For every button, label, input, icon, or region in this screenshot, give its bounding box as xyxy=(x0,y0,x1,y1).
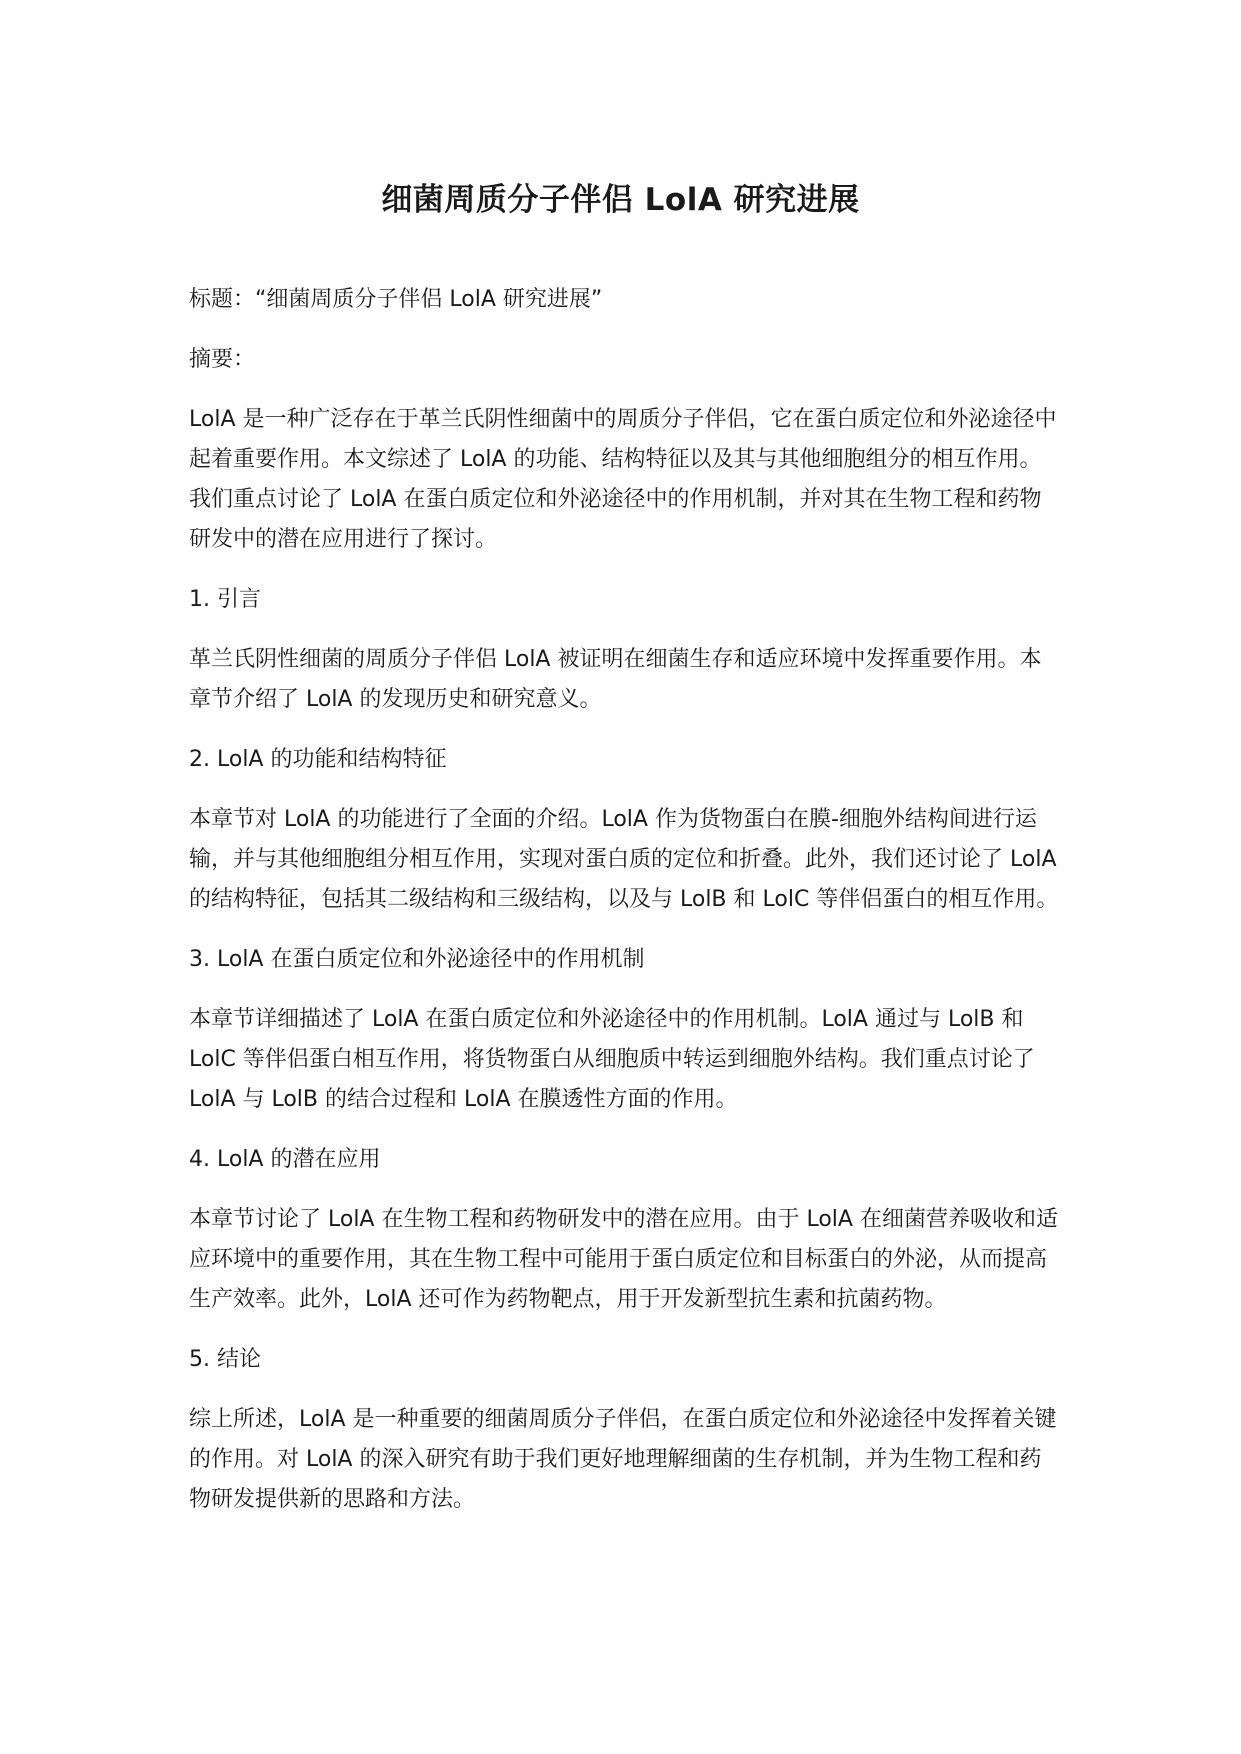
section-body-function-structure: 本章节对 LolA 的功能进行了全面的介绍。LolA 作为货物蛋白在膜-细胞外结构间进行运输，并与其他细胞组分相互作用，实现对蛋白质的定位和折叠。此外，我们还讨论了 LolA 的结构特征，包括其二级结构和三级结构，以及与 LolB 和 LolC 等伴侣蛋白的相互作用。 xyxy=(189,807,1059,912)
document-body xyxy=(189,280,1059,1540)
section-heading-introduction: 1. 引言 xyxy=(189,587,261,612)
document-title: 细菌周质分子伴侣 LolA 研究进展 xyxy=(381,182,860,218)
section-body-conclusion: 综上所述，LolA 是一种重要的细菌周质分子伴侣，在蛋白质定位和外泌途径中发挥着关键的作用。对 LolA 的深入研究有助于我们更好地理解细菌的生存机制，并为生物工程和药物研发提供新的思路和方法。 xyxy=(189,1407,1057,1512)
section-body-mechanism: 本章节详细描述了 LolA 在蛋白质定位和外泌途径中的作用机制。LolA 通过与 LolB 和 LolC 等伴侣蛋白相互作用，将货物蛋白从细胞质中转运到细胞外结构。我们重点讨论了 LolA 与 LolB 的结合过程和 LolA 在膜透性方面的作用。 xyxy=(189,1007,1035,1112)
title-label-line: 标题：“细菌周质分子伴侣 LolA 研究进展” xyxy=(189,287,603,312)
section-heading-function-structure: 2. LolA 的功能和结构特征 xyxy=(189,747,447,772)
abstract-label: 摘要： xyxy=(189,347,256,372)
section-body-applications: 本章节讨论了 LolA 在生物工程和药物研发中的潜在应用。由于 LolA 在细菌营养吸收和适应环境中的重要作用，其在生物工程中可能用于蛋白质定位和目标蛋白的外泌，从而提高生产效率。此外，LolA 还可作为药物靶点，用于开发新型抗生素和抗菌药物。 xyxy=(189,1207,1058,1312)
section-heading-mechanism: 3. LolA 在蛋白质定位和外泌途径中的作用机制 xyxy=(189,947,645,972)
section-heading-applications: 4. LolA 的潜在应用 xyxy=(189,1147,381,1172)
section-body-introduction: 革兰氏阴性细菌的周质分子伴侣 LolA 被证明在细菌生存和适应环境中发挥重要作用。本章节介绍了 LolA 的发现历史和研究意义。 xyxy=(189,647,1042,712)
section-heading-conclusion: 5. 结论 xyxy=(189,1347,261,1372)
abstract-text: LolA 是一种广泛存在于革兰氏阴性细菌中的周质分子伴侣，它在蛋白质定位和外泌途径中起着重要作用。本文综述了 LolA 的功能、结构特征以及其与其他细胞组分的相互作用。我们重点讨论了 LolA 在蛋白质定位和外泌途径中的作用机制，并对其在生物工程和药物研发中的潜在应用进行了探讨。 xyxy=(189,407,1057,552)
